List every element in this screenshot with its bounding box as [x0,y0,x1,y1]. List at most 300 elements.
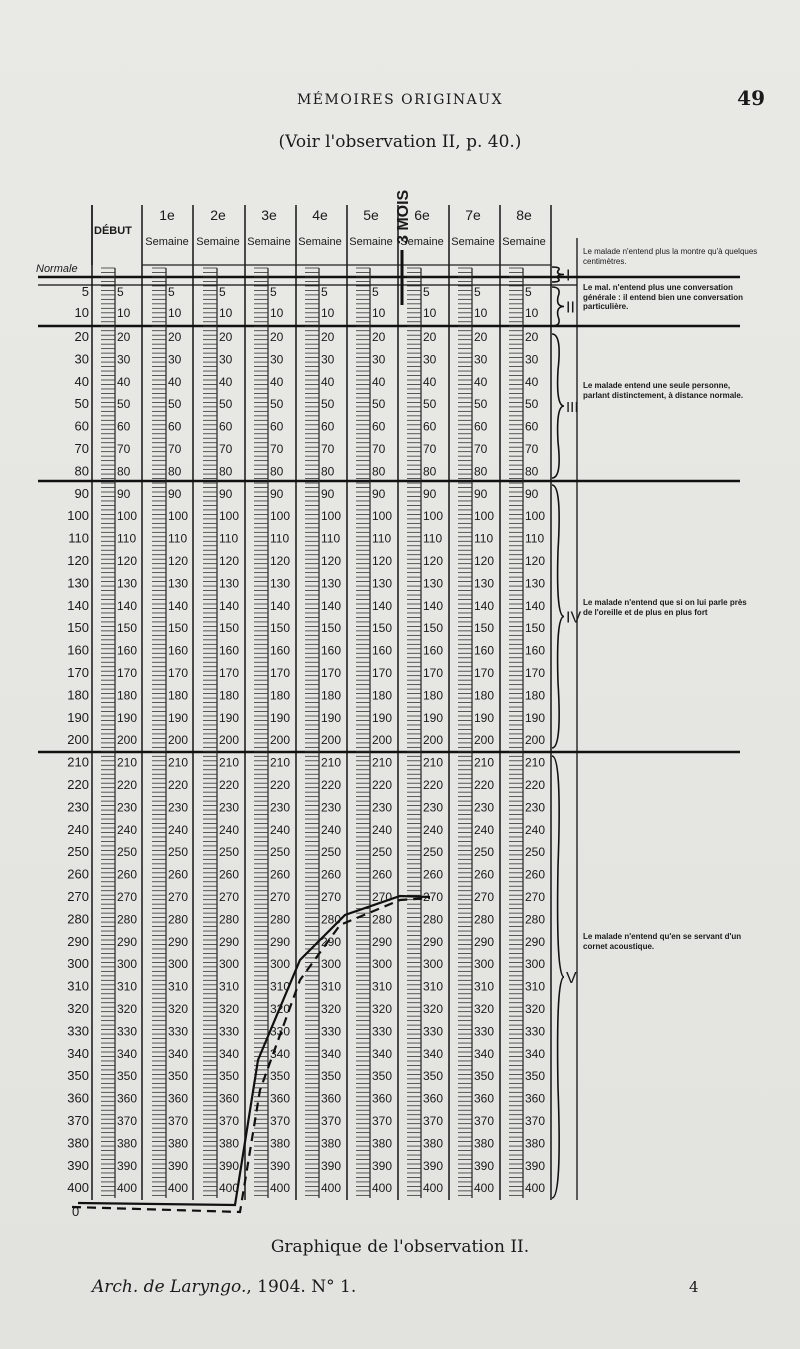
stage-brace [552,334,564,478]
column-scale-label: 400 [372,1181,393,1196]
week-number-label: 5e [363,207,379,223]
week-word-label: Semaine [247,236,291,248]
column-scale-label: 90 [117,486,131,501]
column-scale-label: 30 [372,352,386,367]
column-scale-label: 180 [168,688,189,703]
column-scale-label: 190 [372,710,393,725]
column-scale-label: 390 [423,1158,444,1173]
column-scale-label: 210 [321,755,342,770]
left-scale-label: 200 [67,732,89,748]
column-scale-label: 110 [372,531,392,546]
column-scale-label: 170 [270,666,291,680]
column-scale-label: 5 [474,285,481,299]
stage-brace [552,267,564,282]
column-scale-label: 240 [474,822,495,837]
column-scale-label: 220 [423,778,444,792]
left-scale-label: 360 [67,1090,89,1106]
column-scale-label: 370 [321,1114,342,1128]
left-scale-label: 160 [67,642,89,658]
week-word-label: Semaine [502,236,546,248]
column-scale-label: 130 [525,576,546,591]
column-scale-label: 160 [423,643,444,658]
column-scale-label: 390 [525,1158,546,1173]
column-scale-label: 340 [525,1046,546,1061]
left-scale-label: 400 [67,1180,89,1196]
week-word-label: Semaine [400,236,444,248]
column-scale-label: 260 [117,867,138,882]
left-scale-label: 110 [68,530,89,546]
column-scale-label: 220 [219,778,240,792]
column-scale-label: 340 [474,1046,495,1061]
column-scale-label: 210 [270,755,291,770]
column-scale-label: 90 [474,486,488,501]
column-scale-label: 20 [168,330,182,344]
column-scale-label: 300 [168,957,189,972]
column-scale-label: 170 [168,666,189,680]
week-number-label: 7e [465,207,481,223]
column-scale-label: 400 [474,1181,495,1196]
zero-label: 0 [72,1204,80,1219]
week-word-label: Semaine [451,236,495,248]
column-scale-label: 130 [372,576,393,591]
column-scale-label: 360 [321,1091,342,1106]
column-scale-label: 170 [474,666,495,680]
column-scale-label: 370 [474,1114,495,1128]
column-scale-label: 110 [474,531,494,546]
column-scale-label: 180 [117,688,138,703]
left-scale-label: 240 [67,821,89,837]
column-scale-label: 110 [117,531,137,546]
column-scale-label: 70 [321,442,335,456]
note-stage-1: Le malade n'entend plus la montre qu'à quelques centimètres. [583,247,758,266]
column-scale-label: 290 [219,934,240,949]
column-scale-label: 270 [474,890,495,904]
column-scale-label: 250 [474,845,495,860]
column-scale-label: 80 [219,464,233,479]
column-scale-label: 110 [525,531,545,546]
column-scale-label: 270 [321,890,342,904]
column-scale-label: 270 [219,890,240,904]
column-scale-label: 140 [525,598,546,613]
column-scale-label: 10 [372,306,386,320]
column-scale-label: 260 [219,867,240,882]
column-scale-label: 370 [117,1114,138,1128]
column-scale-label: 170 [117,666,138,680]
left-scale-label: 70 [74,441,89,456]
week-word-label: Semaine [196,236,240,248]
left-scale-label: 290 [67,933,89,949]
column-scale-label: 260 [474,867,495,882]
left-scale-label: 220 [67,777,89,792]
column-scale-label: 90 [372,486,386,501]
column-scale-label: 390 [372,1158,393,1173]
column-scale-label: 20 [474,330,488,344]
column-scale-label: 5 [321,285,328,299]
column-scale-label: 200 [219,733,240,748]
column-scale-label: 150 [117,621,138,636]
column-scale-label: 150 [372,621,393,636]
column-scale-label: 350 [168,1069,189,1084]
column-scale-label: 210 [372,755,393,770]
column-scale-label: 230 [270,800,291,815]
column-scale-label: 220 [117,778,138,792]
column-scale-label: 380 [423,1136,444,1151]
column-scale-label: 140 [423,598,444,613]
column-scale-label: 310 [270,979,291,994]
column-scale-label: 210 [168,755,189,770]
left-scale-label: 390 [67,1157,89,1173]
left-scale-label: 90 [74,485,89,501]
column-scale-label: 360 [525,1091,546,1106]
column-scale-label: 60 [423,419,437,434]
column-scale-label: 110 [423,531,443,546]
column-scale-label: 200 [423,733,444,748]
column-scale-label: 270 [270,890,291,904]
column-scale-label: 60 [219,419,233,434]
page-number: 49 [737,86,765,110]
column-scale-label: 280 [219,912,240,927]
column-scale-label: 50 [168,397,182,412]
left-scale-label: 370 [67,1113,89,1128]
column-scale-label: 260 [372,867,393,882]
column-scale-label: 140 [219,598,240,613]
column-scale-label: 20 [270,330,284,344]
column-scale-label: 30 [321,352,335,367]
column-scale-label: 300 [117,957,138,972]
column-scale-label: 300 [525,957,546,972]
left-scale-label: 260 [67,866,89,882]
stage-label: V [566,970,577,987]
column-scale-label: 180 [321,688,342,703]
left-scale-label: 340 [67,1045,89,1061]
column-scale-label: 180 [423,688,444,703]
column-scale-label: 150 [321,621,342,636]
column-scale-label: 80 [321,464,335,479]
column-scale-label: 60 [270,419,284,434]
column-scale-label: 290 [372,934,393,949]
column-scale-label: 160 [474,643,495,658]
column-scale-label: 100 [219,509,240,524]
column-scale-label: 380 [474,1136,495,1151]
column-scale-label: 310 [423,979,444,994]
column-scale-label: 290 [525,934,546,949]
column-scale-label: 210 [525,755,546,770]
column-scale-label: 240 [423,822,444,837]
column-scale-label: 250 [525,845,546,860]
column-scale-label: 50 [219,397,233,412]
column-scale-label: 320 [117,1002,138,1016]
column-scale-label: 320 [525,1002,546,1016]
column-scale-label: 60 [168,419,182,434]
column-scale-label: 130 [219,576,240,591]
column-scale-label: 340 [372,1046,393,1061]
column-scale-label: 40 [219,374,233,389]
column-scale-label: 270 [525,890,546,904]
column-scale-label: 170 [219,666,240,680]
column-scale-label: 190 [321,710,342,725]
left-scale-label: 300 [67,956,89,972]
column-scale-label: 340 [270,1046,291,1061]
column-scale-label: 120 [525,554,546,568]
column-scale-label: 30 [474,352,488,367]
column-scale-label: 40 [525,374,539,389]
column-scale-label: 90 [321,486,335,501]
column-scale-label: 190 [423,710,444,725]
column-scale-label: 260 [270,867,291,882]
column-scale-label: 300 [219,957,240,972]
marker-label: 3 MOIS [395,189,412,244]
column-scale-label: 5 [219,285,226,299]
column-scale-label: 360 [372,1091,393,1106]
column-scale-label: 110 [321,531,341,546]
column-scale-label: 80 [270,464,284,479]
column-scale-label: 210 [219,755,240,770]
column-scale-label: 320 [168,1002,189,1016]
stage-label: I [566,267,571,285]
column-scale-label: 150 [423,621,444,636]
column-scale-label: 290 [168,934,189,949]
column-scale-label: 10 [168,306,182,320]
column-scale-label: 320 [372,1002,393,1016]
column-scale-label: 310 [321,979,342,994]
column-scale-label: 330 [525,1024,546,1039]
column-scale-label: 5 [117,285,124,299]
column-scale-label: 220 [372,778,393,792]
column-scale-label: 240 [321,822,342,837]
column-scale-label: 90 [525,486,539,501]
column-scale-label: 300 [270,957,291,972]
week-number-label: 2e [210,207,226,223]
left-scale-label: 270 [67,889,89,904]
column-scale-label: 240 [117,822,138,837]
column-scale-label: 190 [168,710,189,725]
column-scale-label: 350 [270,1069,291,1084]
column-scale-label: 130 [474,576,495,591]
column-scale-label: 370 [168,1114,189,1128]
column-scale-label: 170 [423,666,444,680]
column-scale-label: 330 [321,1024,342,1039]
column-scale-label: 120 [117,554,138,568]
column-scale-label: 330 [117,1024,138,1039]
column-scale-label: 5 [525,285,532,299]
left-scale-label: 350 [67,1068,89,1084]
column-scale-label: 80 [168,464,182,479]
column-scale-label: 340 [219,1046,240,1061]
column-scale-label: 370 [372,1114,393,1128]
column-scale-label: 90 [270,486,284,501]
column-scale-label: 40 [270,374,284,389]
column-scale-label: 60 [474,419,488,434]
column-scale-label: 380 [372,1136,393,1151]
column-scale-label: 370 [270,1114,291,1128]
column-scale-label: 120 [372,554,393,568]
column-scale-label: 400 [525,1181,546,1196]
column-scale-label: 70 [372,442,386,456]
column-scale-label: 380 [525,1136,546,1151]
subtitle: (Voir l'observation II, p. 40.) [278,132,522,152]
column-scale-label: 200 [321,733,342,748]
column-scale-label: 360 [270,1091,291,1106]
column-scale-label: 310 [168,979,189,994]
left-scale-label: 380 [67,1135,89,1151]
column-scale-label: 280 [525,912,546,927]
left-scale-label: 130 [67,575,89,591]
column-scale-label: 230 [423,800,444,815]
column-scale-label: 240 [219,822,240,837]
left-scale-label: 10 [74,305,89,320]
column-scale-label: 330 [168,1024,189,1039]
column-scale-label: 160 [270,643,291,658]
column-scale-label: 390 [321,1158,342,1173]
stage-label: IV [566,609,582,627]
column-scale-label: 200 [474,733,495,748]
column-scale-label: 100 [474,509,495,524]
column-scale-label: 30 [219,352,233,367]
column-scale-label: 220 [270,778,291,792]
column-scale-label: 280 [423,912,444,927]
column-scale-label: 390 [270,1158,291,1173]
column-scale-label: 100 [117,509,138,524]
column-scale-label: 320 [474,1002,495,1016]
left-scale-label: 100 [67,508,89,524]
column-scale-label: 200 [372,733,393,748]
column-scale-label: 70 [474,442,488,456]
column-scale-label: 10 [270,306,284,320]
column-scale-label: 120 [168,554,189,568]
figure-caption: Graphique de l'observation II. [270,1237,530,1257]
left-scale-label: 30 [74,351,89,367]
column-scale-label: 130 [117,576,138,591]
left-scale-label: 20 [74,329,89,344]
column-scale-label: 400 [270,1181,291,1196]
week-number-label: 1e [159,207,175,223]
normal-label: Normale [36,263,78,275]
column-scale-label: 380 [117,1136,138,1151]
column-scale-label: 250 [423,845,444,860]
column-scale-label: 50 [270,397,284,412]
week-word-label: Semaine [298,236,342,248]
column-scale-label: 5 [168,285,175,299]
column-scale-label: 320 [423,1002,444,1016]
stage-brace [552,287,564,326]
column-scale-label: 340 [423,1046,444,1061]
column-scale-label: 180 [474,688,495,703]
column-scale-label: 170 [372,666,393,680]
column-scale-label: 140 [321,598,342,613]
column-scale-label: 70 [525,442,539,456]
column-scale-label: 360 [423,1091,444,1106]
column-scale-label: 60 [117,419,131,434]
column-scale-label: 390 [474,1158,495,1173]
column-scale-label: 5 [270,285,277,299]
column-scale-label: 140 [474,598,495,613]
note-stage-4: Le malade n'entend que si on lui parle près de l'oreille et de plus en plus fort [583,598,747,617]
left-scale-label: 330 [67,1023,89,1039]
column-scale-label: 120 [474,554,495,568]
column-scale-label: 270 [117,890,138,904]
column-scale-label: 20 [321,330,335,344]
column-scale-label: 250 [168,845,189,860]
column-scale-label: 250 [270,845,291,860]
column-scale-label: 260 [525,867,546,882]
column-scale-label: 30 [168,352,182,367]
left-scale-label: 190 [67,709,89,725]
column-scale-label: 10 [219,306,233,320]
column-scale-label: 130 [168,576,189,591]
column-scale-label: 250 [219,845,240,860]
column-scale-label: 30 [525,352,539,367]
column-scale-label: 80 [372,464,386,479]
column-scale-label: 340 [321,1046,342,1061]
column-scale-label: 330 [423,1024,444,1039]
column-scale-label: 260 [423,867,444,882]
note-stage-3: Le malade entend une seule personne, parlant distinctement, à distance normale. [583,381,744,400]
column-scale-label: 90 [423,486,437,501]
column-scale-label: 50 [525,397,539,412]
column-scale-label: 80 [525,464,539,479]
column-scale-label: 370 [423,1114,444,1128]
column-scale-label: 110 [270,531,290,546]
column-scale-label: 390 [117,1158,138,1173]
week-number-label: 4e [312,207,328,223]
column-scale-label: 70 [168,442,182,456]
column-scale-label: 70 [423,442,437,456]
column-scale-label: 150 [474,621,495,636]
column-scale-label: 210 [423,755,444,770]
column-scale-label: 160 [117,643,138,658]
column-scale-label: 100 [270,509,291,524]
column-scale-label: 70 [219,442,233,456]
column-scale-label: 220 [321,778,342,792]
column-scale-label: 270 [168,890,189,904]
column-scale-label: 350 [321,1069,342,1084]
column-scale-label: 250 [321,845,342,860]
column-scale-label: 100 [321,509,342,524]
column-scale-label: 120 [270,554,291,568]
column-scale-label: 5 [372,285,379,299]
left-scale-label: 250 [67,844,89,860]
column-scale-label: 400 [117,1181,138,1196]
column-scale-label: 100 [423,509,444,524]
column-scale-label: 250 [372,845,393,860]
column-scale-label: 120 [219,554,240,568]
column-scale-label: 350 [219,1069,240,1084]
left-scale-label: 150 [67,620,89,636]
column-scale-label: 40 [423,374,437,389]
column-scale-label: 50 [372,397,386,412]
column-scale-label: 350 [372,1069,393,1084]
column-scale-label: 230 [219,800,240,815]
column-scale-label: 380 [270,1136,291,1151]
note-stage-5: Le malade n'entend qu'en se servant d'un cornet acoustique. [583,932,742,951]
column-scale-label: 270 [423,890,444,904]
column-scale-label: 90 [219,486,233,501]
column-scale-label: 380 [321,1136,342,1151]
left-scale-label: 80 [74,463,89,479]
column-scale-label: 240 [168,822,189,837]
column-scale-label: 190 [219,710,240,725]
column-scale-label: 350 [474,1069,495,1084]
week-number-label: 6e [414,207,430,223]
column-scale-label: 280 [270,912,291,927]
left-scale-label: 320 [67,1001,89,1016]
column-scale-label: 290 [423,934,444,949]
column-scale-label: 120 [321,554,342,568]
column-scale-label: 40 [372,374,386,389]
left-scale-label: 140 [67,597,89,613]
column-scale-label: 20 [423,330,437,344]
column-scale-label: 150 [168,621,189,636]
